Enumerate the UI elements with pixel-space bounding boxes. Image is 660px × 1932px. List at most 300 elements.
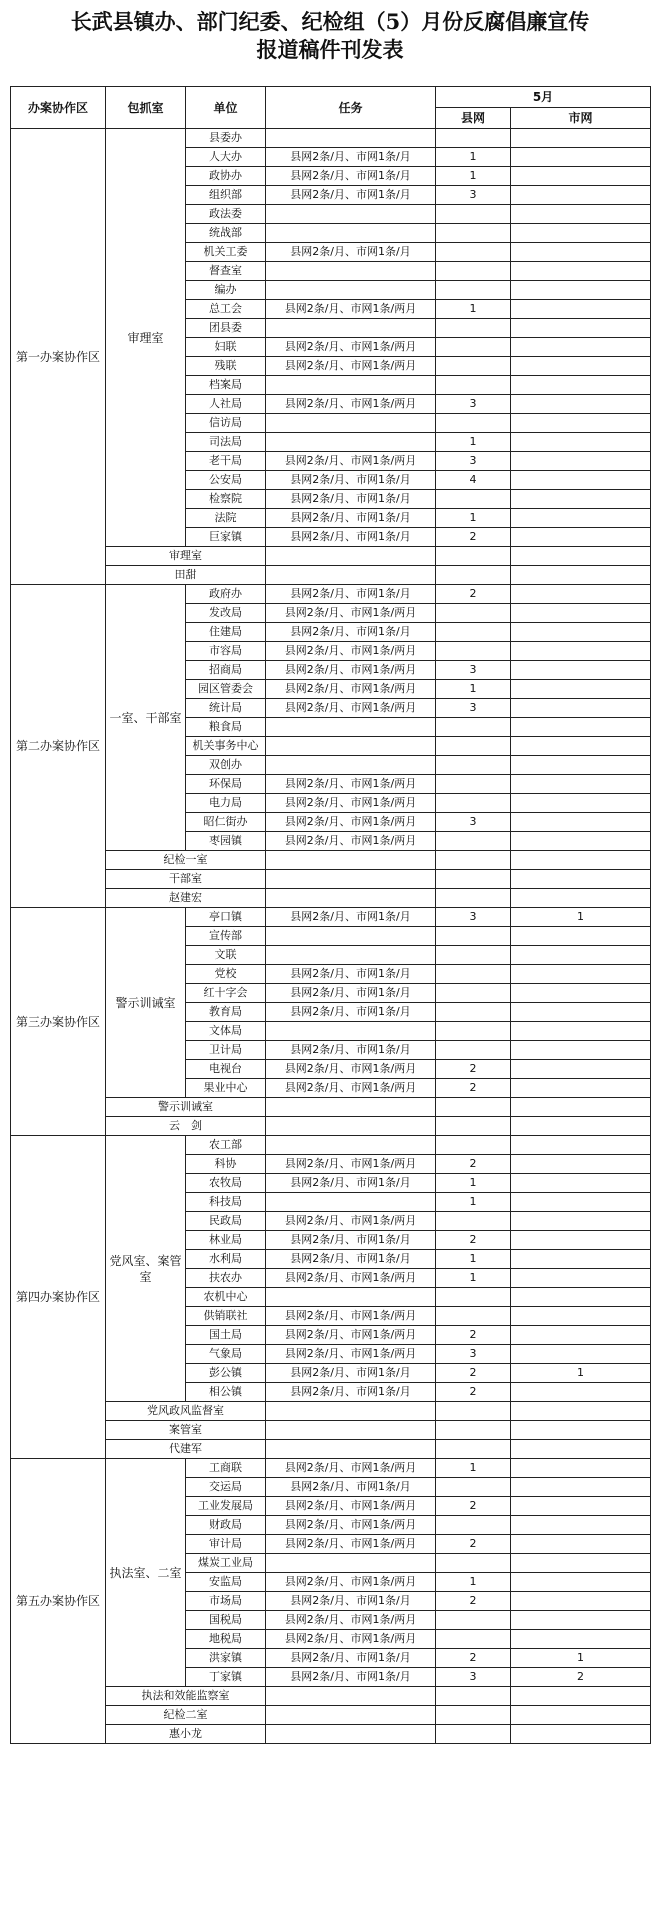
task-cell	[266, 946, 436, 965]
unit-cell: 统计局	[186, 699, 266, 718]
county-count-cell: 1	[436, 433, 511, 452]
county-count-cell: 3	[436, 1668, 511, 1687]
city-count-cell	[511, 224, 651, 243]
unit-cell: 农牧局	[186, 1174, 266, 1193]
county-count-cell: 2	[436, 1364, 511, 1383]
unit-cell: 信访局	[186, 414, 266, 433]
unit-cell: 司法局	[186, 433, 266, 452]
unit-cell: 团县委	[186, 319, 266, 338]
county-count-cell	[436, 737, 511, 756]
county-count-cell	[436, 566, 511, 585]
county-count-cell	[436, 984, 511, 1003]
task-cell	[266, 566, 436, 585]
task-cell	[266, 870, 436, 889]
county-count-cell: 1	[436, 1459, 511, 1478]
unit-cell: 财政局	[186, 1516, 266, 1535]
unit-cell: 市场局	[186, 1592, 266, 1611]
responsible-cell: 干部室	[106, 870, 266, 889]
county-count-cell	[436, 1440, 511, 1459]
city-count-cell	[511, 433, 651, 452]
task-cell	[266, 1402, 436, 1421]
task-cell: 县网2条/月、市网1条/两月	[266, 300, 436, 319]
task-cell: 县网2条/月、市网1条/两月	[266, 338, 436, 357]
county-count-cell	[436, 1516, 511, 1535]
task-cell: 县网2条/月、市网1条/月	[266, 908, 436, 927]
task-cell: 县网2条/月、市网1条/月	[266, 1668, 436, 1687]
city-count-cell	[511, 205, 651, 224]
county-count-cell	[436, 965, 511, 984]
county-count-cell: 3	[436, 813, 511, 832]
county-count-cell: 2	[436, 1079, 511, 1098]
city-count-cell	[511, 1706, 651, 1725]
county-count-cell: 1	[436, 1269, 511, 1288]
county-count-cell: 3	[436, 699, 511, 718]
unit-cell: 粮食局	[186, 718, 266, 737]
city-count-cell	[511, 547, 651, 566]
task-cell: 县网2条/月、市网1条/两月	[266, 1307, 436, 1326]
table-row	[11, 1098, 651, 1117]
table-row	[11, 1402, 651, 1421]
unit-cell: 审计局	[186, 1535, 266, 1554]
unit-cell: 政府办	[186, 585, 266, 604]
county-count-cell	[436, 376, 511, 395]
unit-cell: 工业发展局	[186, 1497, 266, 1516]
task-cell	[266, 1288, 436, 1307]
task-cell	[266, 205, 436, 224]
task-cell	[266, 433, 436, 452]
task-cell	[266, 1440, 436, 1459]
task-cell: 县网2条/月、市网1条/两月	[266, 1573, 436, 1592]
table-row	[11, 1687, 651, 1706]
room-cell: 执法室、二室	[106, 1459, 186, 1687]
unit-cell: 亭口镇	[186, 908, 266, 927]
unit-cell: 果业中心	[186, 1079, 266, 1098]
unit-cell: 扶农办	[186, 1269, 266, 1288]
county-count-cell: 2	[436, 1326, 511, 1345]
unit-cell: 机关工委	[186, 243, 266, 262]
table-row	[11, 129, 651, 148]
county-count-cell: 3	[436, 661, 511, 680]
unit-cell: 电视台	[186, 1060, 266, 1079]
city-count-cell	[511, 528, 651, 547]
task-cell: 县网2条/月、市网1条/两月	[266, 1212, 436, 1231]
city-count-cell	[511, 1041, 651, 1060]
unit-cell: 工商联	[186, 1459, 266, 1478]
task-cell: 县网2条/月、市网1条/月	[266, 984, 436, 1003]
county-count-cell	[436, 1307, 511, 1326]
city-count-cell	[511, 1535, 651, 1554]
unit-cell: 卫计局	[186, 1041, 266, 1060]
county-count-cell	[436, 1098, 511, 1117]
header-unit: 单位	[186, 87, 266, 129]
unit-cell: 文联	[186, 946, 266, 965]
city-count-cell	[511, 1060, 651, 1079]
city-count-cell	[511, 1193, 651, 1212]
responsible-cell: 代建军	[106, 1440, 266, 1459]
task-cell: 县网2条/月、市网1条/两月	[266, 604, 436, 623]
county-count-cell	[436, 1687, 511, 1706]
county-count-cell: 1	[436, 300, 511, 319]
city-count-cell	[511, 813, 651, 832]
task-cell	[266, 129, 436, 148]
task-cell: 县网2条/月、市网1条/月	[266, 1383, 436, 1402]
city-count-cell	[511, 1136, 651, 1155]
table-row	[11, 870, 651, 889]
header-task: 任务	[266, 87, 436, 129]
county-count-cell: 4	[436, 471, 511, 490]
zone-cell: 第三办案协作区	[11, 908, 106, 1136]
city-count-cell	[511, 1459, 651, 1478]
county-count-cell	[436, 718, 511, 737]
room-cell: 警示训诫室	[106, 908, 186, 1098]
unit-cell: 科协	[186, 1155, 266, 1174]
city-count-cell	[511, 1611, 651, 1630]
city-count-cell	[511, 300, 651, 319]
city-count-cell	[511, 490, 651, 509]
table-row	[11, 1421, 651, 1440]
city-count-cell	[511, 1592, 651, 1611]
county-count-cell: 1	[436, 1174, 511, 1193]
county-count-cell	[436, 1117, 511, 1136]
task-cell: 县网2条/月、市网1条/两月	[266, 794, 436, 813]
city-count-cell	[511, 129, 651, 148]
unit-cell: 招商局	[186, 661, 266, 680]
county-count-cell: 3	[436, 395, 511, 414]
unit-cell: 国土局	[186, 1326, 266, 1345]
city-count-cell	[511, 1402, 651, 1421]
unit-cell: 煤炭工业局	[186, 1554, 266, 1573]
task-cell: 县网2条/月、市网1条/两月	[266, 1630, 436, 1649]
responsible-cell: 党风政风监督室	[106, 1402, 266, 1421]
county-count-cell: 2	[436, 1383, 511, 1402]
unit-cell: 交运局	[186, 1478, 266, 1497]
county-count-cell	[436, 243, 511, 262]
city-count-cell	[511, 566, 651, 585]
city-count-cell	[511, 1554, 651, 1573]
responsible-cell: 云 剑	[106, 1117, 266, 1136]
task-cell	[266, 1136, 436, 1155]
table-row	[11, 851, 651, 870]
unit-cell: 丁家镇	[186, 1668, 266, 1687]
unit-cell: 编办	[186, 281, 266, 300]
page-title	[0, 8, 660, 64]
task-cell	[266, 851, 436, 870]
task-cell	[266, 414, 436, 433]
responsible-cell: 警示训诫室	[106, 1098, 266, 1117]
room-cell: 审理室	[106, 129, 186, 547]
unit-cell: 供销联社	[186, 1307, 266, 1326]
task-cell	[266, 281, 436, 300]
county-count-cell	[436, 927, 511, 946]
task-cell	[266, 718, 436, 737]
county-count-cell	[436, 946, 511, 965]
header-city: 市网	[511, 108, 651, 129]
zone-cell: 第四办案协作区	[11, 1136, 106, 1459]
task-cell	[266, 756, 436, 775]
task-cell	[266, 376, 436, 395]
task-cell	[266, 1687, 436, 1706]
responsible-cell: 纪检二室	[106, 1706, 266, 1725]
county-count-cell: 3	[436, 908, 511, 927]
task-cell: 县网2条/月、市网1条/月	[266, 1364, 436, 1383]
city-count-cell	[511, 604, 651, 623]
county-count-cell: 2	[436, 1231, 511, 1250]
responsible-cell: 审理室	[106, 547, 266, 566]
city-count-cell	[511, 1326, 651, 1345]
unit-cell: 相公镇	[186, 1383, 266, 1402]
county-count-cell	[436, 1212, 511, 1231]
city-count-cell: 1	[511, 908, 651, 927]
city-count-cell	[511, 167, 651, 186]
task-cell: 县网2条/月、市网1条/月	[266, 148, 436, 167]
unit-cell: 政法委	[186, 205, 266, 224]
city-count-cell	[511, 984, 651, 1003]
city-count-cell	[511, 1478, 651, 1497]
city-count-cell	[511, 661, 651, 680]
city-count-cell	[511, 262, 651, 281]
city-count-cell	[511, 870, 651, 889]
title-line-2: 报道稿件刊发表	[256, 37, 404, 62]
county-count-cell	[436, 224, 511, 243]
county-count-cell	[436, 775, 511, 794]
task-cell: 县网2条/月、市网1条/月	[266, 1003, 436, 1022]
task-cell	[266, 1117, 436, 1136]
zone-cell: 第一办案协作区	[11, 129, 106, 585]
table-row	[11, 1725, 651, 1744]
county-count-cell	[436, 1402, 511, 1421]
county-count-cell	[436, 338, 511, 357]
zone-cell: 第五办案协作区	[11, 1459, 106, 1744]
city-count-cell	[511, 946, 651, 965]
county-count-cell	[436, 547, 511, 566]
city-count-cell	[511, 1497, 651, 1516]
task-cell: 县网2条/月、市网1条/月	[266, 1041, 436, 1060]
city-count-cell	[511, 243, 651, 262]
task-cell: 县网2条/月、市网1条/两月	[266, 1060, 436, 1079]
table-row	[11, 1706, 651, 1725]
city-count-cell	[511, 1573, 651, 1592]
task-cell: 县网2条/月、市网1条/两月	[266, 395, 436, 414]
task-cell: 县网2条/月、市网1条/月	[266, 186, 436, 205]
county-count-cell	[436, 1725, 511, 1744]
header-county: 县网	[436, 108, 511, 129]
unit-cell: 统战部	[186, 224, 266, 243]
task-cell: 县网2条/月、市网1条/月	[266, 471, 436, 490]
city-count-cell	[511, 1155, 651, 1174]
city-count-cell	[511, 376, 651, 395]
city-count-cell	[511, 395, 651, 414]
unit-cell: 红十字会	[186, 984, 266, 1003]
city-count-cell	[511, 889, 651, 908]
task-cell	[266, 547, 436, 566]
task-cell	[266, 737, 436, 756]
city-count-cell	[511, 1421, 651, 1440]
city-count-cell	[511, 737, 651, 756]
county-count-cell: 2	[436, 1592, 511, 1611]
task-cell: 县网2条/月、市网1条/月	[266, 243, 436, 262]
unit-cell: 妇联	[186, 338, 266, 357]
unit-cell: 枣园镇	[186, 832, 266, 851]
city-count-cell: 2	[511, 1668, 651, 1687]
task-cell	[266, 889, 436, 908]
table-row	[11, 889, 651, 908]
city-count-cell	[511, 756, 651, 775]
unit-cell: 人大办	[186, 148, 266, 167]
task-cell: 县网2条/月、市网1条/月	[266, 623, 436, 642]
county-count-cell	[436, 1421, 511, 1440]
task-cell: 县网2条/月、市网1条/两月	[266, 832, 436, 851]
unit-cell: 巨家镇	[186, 528, 266, 547]
city-count-cell	[511, 509, 651, 528]
city-count-cell	[511, 794, 651, 813]
task-cell: 县网2条/月、市网1条/月	[266, 1478, 436, 1497]
room-cell: 一室、干部室	[106, 585, 186, 851]
county-count-cell: 1	[436, 1250, 511, 1269]
county-count-cell	[436, 1554, 511, 1573]
county-count-cell	[436, 414, 511, 433]
county-count-cell	[436, 756, 511, 775]
task-cell: 县网2条/月、市网1条/两月	[266, 1326, 436, 1345]
unit-cell: 党校	[186, 965, 266, 984]
task-cell	[266, 927, 436, 946]
county-count-cell	[436, 1022, 511, 1041]
city-count-cell	[511, 1174, 651, 1193]
county-count-cell	[436, 262, 511, 281]
county-count-cell: 2	[436, 1060, 511, 1079]
task-cell	[266, 1193, 436, 1212]
city-count-cell	[511, 471, 651, 490]
task-cell	[266, 1706, 436, 1725]
responsible-cell: 执法和效能监察室	[106, 1687, 266, 1706]
unit-cell: 人社局	[186, 395, 266, 414]
task-cell: 县网2条/月、市网1条/两月	[266, 1079, 436, 1098]
unit-cell: 安监局	[186, 1573, 266, 1592]
task-cell: 县网2条/月、市网1条/月	[266, 1174, 436, 1193]
unit-cell: 农工部	[186, 1136, 266, 1155]
city-count-cell: 1	[511, 1649, 651, 1668]
city-count-cell: 1	[511, 1364, 651, 1383]
city-count-cell	[511, 414, 651, 433]
city-count-cell	[511, 1307, 651, 1326]
responsible-cell: 赵建宏	[106, 889, 266, 908]
task-cell: 县网2条/月、市网1条/两月	[266, 1155, 436, 1174]
task-cell: 县网2条/月、市网1条/月	[266, 490, 436, 509]
city-count-cell	[511, 1212, 651, 1231]
task-cell: 县网2条/月、市网1条/两月	[266, 775, 436, 794]
city-count-cell	[511, 1231, 651, 1250]
task-cell	[266, 1022, 436, 1041]
table-row	[11, 547, 651, 566]
task-cell: 县网2条/月、市网1条/月	[266, 1649, 436, 1668]
city-count-cell	[511, 1687, 651, 1706]
county-count-cell: 1	[436, 509, 511, 528]
task-cell: 县网2条/月、市网1条/两月	[266, 1459, 436, 1478]
responsible-cell: 田甜	[106, 566, 266, 585]
unit-cell: 市容局	[186, 642, 266, 661]
county-count-cell	[436, 1611, 511, 1630]
table-row	[11, 1136, 651, 1155]
city-count-cell	[511, 357, 651, 376]
title-line-1: 长武县镇办、部门纪委、纪检组（5）月份反腐倡廉宣传	[70, 9, 590, 34]
city-count-cell	[511, 642, 651, 661]
unit-cell: 科技局	[186, 1193, 266, 1212]
page	[0, 8, 660, 1932]
county-count-cell: 1	[436, 1193, 511, 1212]
unit-cell: 环保局	[186, 775, 266, 794]
task-cell: 县网2条/月、市网1条/月	[266, 1231, 436, 1250]
task-cell	[266, 1421, 436, 1440]
city-count-cell	[511, 1288, 651, 1307]
county-count-cell: 2	[436, 1155, 511, 1174]
responsible-cell: 惠小龙	[106, 1725, 266, 1744]
unit-cell: 住建局	[186, 623, 266, 642]
task-cell: 县网2条/月、市网1条/两月	[266, 642, 436, 661]
unit-cell: 发改局	[186, 604, 266, 623]
city-count-cell	[511, 1345, 651, 1364]
unit-cell: 昭仁街办	[186, 813, 266, 832]
city-count-cell	[511, 1383, 651, 1402]
header-room: 包抓室	[106, 87, 186, 129]
city-count-cell	[511, 319, 651, 338]
unit-cell: 宣传部	[186, 927, 266, 946]
county-count-cell: 3	[436, 1345, 511, 1364]
county-count-cell	[436, 870, 511, 889]
task-cell: 县网2条/月、市网1条/月	[266, 1250, 436, 1269]
city-count-cell	[511, 1269, 651, 1288]
unit-cell: 国税局	[186, 1611, 266, 1630]
unit-cell: 气象局	[186, 1345, 266, 1364]
task-cell: 县网2条/月、市网1条/两月	[266, 452, 436, 471]
task-cell: 县网2条/月、市网1条/两月	[266, 1345, 436, 1364]
table-row	[11, 908, 651, 927]
unit-cell: 双创办	[186, 756, 266, 775]
task-cell: 县网2条/月、市网1条/两月	[266, 699, 436, 718]
county-count-cell: 2	[436, 1535, 511, 1554]
table-row	[11, 585, 651, 604]
task-cell	[266, 224, 436, 243]
task-cell: 县网2条/月、市网1条/两月	[266, 813, 436, 832]
unit-cell: 检察院	[186, 490, 266, 509]
county-count-cell: 1	[436, 167, 511, 186]
task-cell	[266, 262, 436, 281]
task-cell	[266, 1554, 436, 1573]
county-count-cell	[436, 281, 511, 300]
unit-cell: 教育局	[186, 1003, 266, 1022]
county-count-cell	[436, 794, 511, 813]
unit-cell: 民政局	[186, 1212, 266, 1231]
responsible-cell: 案管室	[106, 1421, 266, 1440]
county-count-cell	[436, 319, 511, 338]
task-cell: 县网2条/月、市网1条/月	[266, 585, 436, 604]
task-cell	[266, 1725, 436, 1744]
county-count-cell: 2	[436, 1497, 511, 1516]
unit-cell: 文体局	[186, 1022, 266, 1041]
task-cell: 县网2条/月、市网1条/月	[266, 1592, 436, 1611]
header-month: 5月	[436, 87, 651, 108]
city-count-cell	[511, 927, 651, 946]
county-count-cell	[436, 129, 511, 148]
city-count-cell	[511, 338, 651, 357]
room-cell: 党风室、案管室	[106, 1136, 186, 1402]
city-count-cell	[511, 452, 651, 471]
table-row	[11, 1459, 651, 1478]
unit-cell: 老干局	[186, 452, 266, 471]
city-count-cell	[511, 1725, 651, 1744]
county-count-cell: 2	[436, 528, 511, 547]
county-count-cell	[436, 205, 511, 224]
county-count-cell	[436, 851, 511, 870]
unit-cell: 残联	[186, 357, 266, 376]
